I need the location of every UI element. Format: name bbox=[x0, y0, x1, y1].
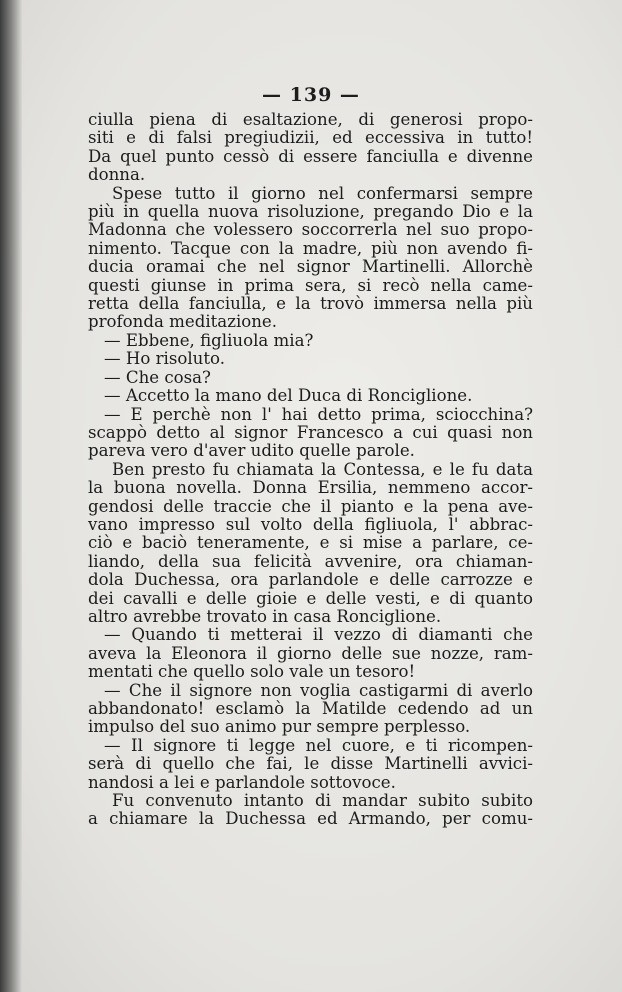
text-line: profonda meditazione. bbox=[88, 312, 278, 332]
text-line: Madonna che volessero soccorrerla nel suo propo- bbox=[88, 220, 533, 240]
text-line: liando, della sua felicità avvenire, ora chiaman- bbox=[88, 551, 533, 571]
body-text bbox=[88, 111, 533, 829]
text-line: nandosi a lei e parlandole sottovoce. bbox=[88, 772, 396, 792]
text-line: la buona novella. Donna Ersilia, nemmeno accor- bbox=[88, 478, 533, 498]
text-line: vano impresso sul volto della figliuola, l' abbrac- bbox=[88, 514, 533, 534]
text-line: pareva vero d'aver udito quelle parole. bbox=[88, 441, 415, 461]
book-spine-shadow bbox=[0, 0, 22, 992]
text-line: più in quella nuova risoluzione, pregando Dio e la bbox=[88, 202, 533, 222]
text-line: ciulla piena di esaltazione, di generosi propo- bbox=[88, 110, 533, 129]
text-line: Spese tutto il giorno nel confermarsi sempre bbox=[112, 183, 533, 203]
text-line: — Accetto la mano del Duca di Ronciglione. bbox=[104, 386, 473, 406]
text-line: questi giunse in prima sera, si recò nella came- bbox=[88, 275, 533, 295]
text-line: scappò detto al signor Francesco a cui quasi non bbox=[88, 422, 533, 442]
text-line: — Il signore ti legge nel cuore, e ti ricompen- bbox=[104, 735, 533, 755]
text-line: mentati che quello solo vale un tesoro! bbox=[88, 662, 416, 682]
text-line: — Che cosa? bbox=[104, 367, 211, 387]
text-line: Ben presto fu chiamata la Contessa, e le fu data bbox=[112, 459, 533, 479]
text-line: dei cavalli e delle gioie e delle vesti, e di quanto bbox=[88, 588, 533, 608]
text-line: — E perchè non l' hai detto prima, sciocchina? bbox=[104, 404, 533, 424]
text-line: impulso del suo animo pur sempre perplesso. bbox=[88, 717, 471, 737]
text-line: nimento. Tacque con la madre, più non avendo fi- bbox=[88, 238, 533, 258]
text-line: donna. bbox=[88, 165, 146, 185]
page-number: — 139 — bbox=[262, 84, 360, 106]
text-line: a chiamare la Duchessa ed Armando, per comu- bbox=[88, 809, 533, 829]
text-line: aveva la Eleonora il giorno delle sue nozze, ram- bbox=[88, 643, 533, 663]
text-line: ciò e baciò teneramente, e si mise a parlare, ce- bbox=[88, 533, 533, 553]
text-line: — Quando ti metterai il vezzo di diamanti che bbox=[104, 625, 533, 645]
text-line: altro avrebbe trovato in casa Ronciglione. bbox=[88, 606, 442, 626]
text-line: — Che il signore non voglia castigarmi di averlo bbox=[104, 680, 533, 700]
text-line: siti e di falsi pregiudizii, ed eccessiva in tutto! bbox=[88, 128, 533, 148]
text-line: abbandonato! esclamò la Matilde cedendo ad un bbox=[88, 699, 533, 718]
text-line: Fu convenuto intanto di mandar subito subito bbox=[112, 791, 533, 811]
text-line: ducia oramai che nel signor Martinelli. Allorchè bbox=[88, 257, 533, 277]
text-line: gendosi delle traccie che il pianto e la pena ave- bbox=[88, 496, 533, 516]
text-line: — Ebbene, figliuola mia? bbox=[104, 330, 314, 350]
text-line: dola Duchessa, ora parlandole e delle carrozze e bbox=[88, 570, 533, 590]
text-line: Da quel punto cessò di essere fanciulla e divenne bbox=[88, 146, 533, 166]
text-line: retta della fanciulla, e la trovò immersa nella più bbox=[88, 294, 533, 314]
text-line: — Ho risoluto. bbox=[104, 349, 225, 369]
text-line: serà di quello che fai, le disse Martinelli avvici- bbox=[88, 754, 533, 774]
